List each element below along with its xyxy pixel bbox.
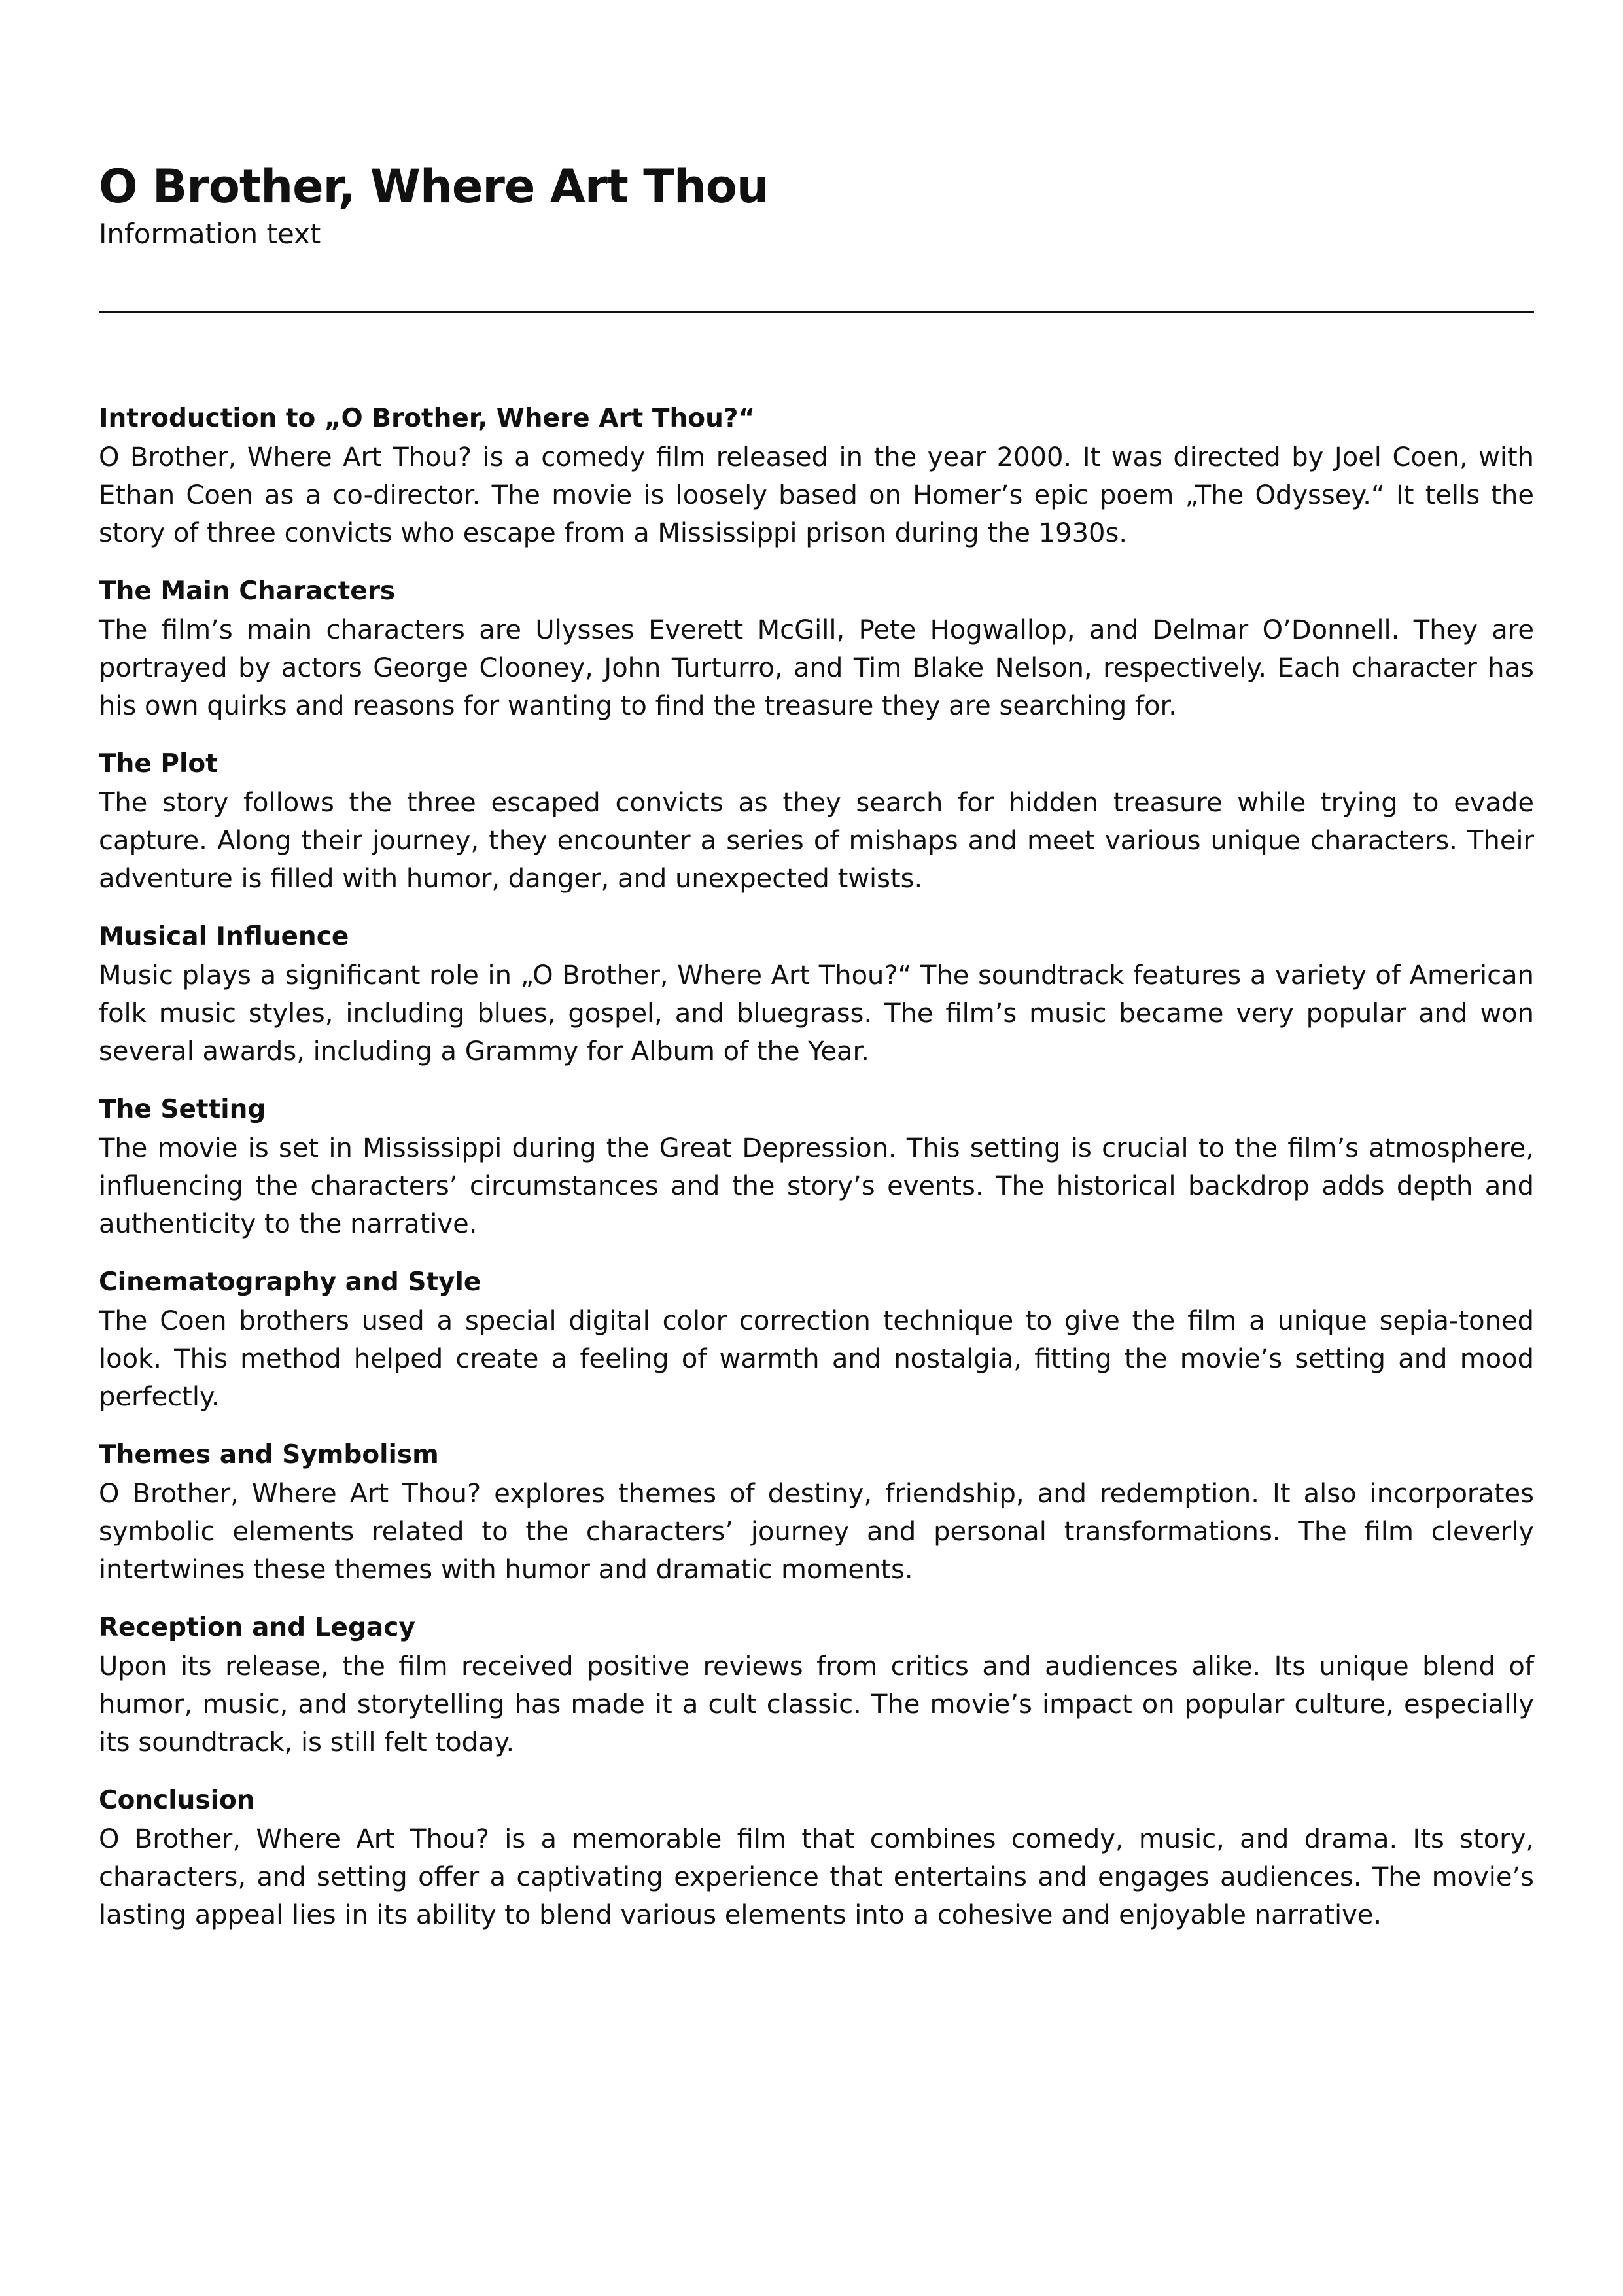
document-page: [99, 157, 1534, 1930]
section-reception: [99, 1608, 1534, 1761]
section-heading: The Main Characters: [99, 576, 396, 606]
section-heading: Introduction to „O Brother, Where Art Thou?“: [99, 404, 756, 433]
section-paragraph: Music plays a significant role in „O Brother, Where Art Thou?“ The soundtrack features a variety of American folk music styles, including blues, gospel, and bluegrass. The film’s music became very popular and won several awards, including a Grammy for Album of the Year.: [99, 961, 1534, 1067]
section-paragraph: The story follows the three escaped convicts as they search for hidden treasure while trying to evade capture. Along their journey, they encounter a series of mishaps and meet various unique characters. Their adventure is filled with humor, danger, and unexpected twists.: [99, 788, 1534, 894]
section-themes: [99, 1436, 1534, 1589]
section-setting: [99, 1090, 1534, 1243]
document-title: O Brother, Where Art Thou: [99, 160, 769, 213]
section-heading: Musical Influence: [99, 922, 349, 951]
section-paragraph: O Brother, Where Art Thou? is a memorable film that combines comedy, music, and drama. Its story, characters, and setting offer a captivating experience that entertains and engages audiences. The movie’s lasting appeal lies in its ability to blend various elements into a cohesive and enjoyable narrative.: [99, 1824, 1534, 1930]
section-introduction: [99, 399, 1534, 552]
section-heading: The Plot: [99, 749, 218, 779]
section-paragraph: The movie is set in Mississippi during the Great Depression. This setting is crucial to the film’s atmosphere, influencing the characters’ circumstances and the story’s events. The historical backdrop adds depth and authenticity to the narrative.: [99, 1133, 1534, 1239]
section-paragraph: Upon its release, the film received positive reviews from critics and audiences alike. Its unique blend of humor, music, and storytelling has made it a cult classic. The movie’s impact on popular culture, especially its soundtrack, is still felt today.: [99, 1651, 1534, 1757]
section-heading: Reception and Legacy: [99, 1613, 415, 1642]
section-plot: [99, 745, 1534, 898]
section-heading: Themes and Symbolism: [99, 1440, 439, 1470]
section-conclusion: [99, 1781, 1534, 1934]
section-heading: Cinematography and Style: [99, 1267, 481, 1297]
section-paragraph: O Brother, Where Art Thou? is a comedy film released in the year 2000. It was directed by Joel Coen, with Ethan Coen as a co-director. The movie is loosely based on Homer’s epic poem „The Odyssey.“ It tells the story of three convicts who escape from a Mississippi prison during the 1930s.: [99, 442, 1534, 548]
section-cinematography: [99, 1263, 1534, 1416]
section-heading: Conclusion: [99, 1786, 255, 1815]
section-paragraph: The Coen brothers used a special digital color correction technique to give the film a unique sepia-toned look. This method helped create a feeling of warmth and nostalgia, fitting the movie’s setting and mood perfectly.: [99, 1306, 1534, 1412]
section-musical-influence: [99, 917, 1534, 1070]
document-subtitle: Information text: [99, 218, 321, 250]
header-divider: [99, 311, 1534, 313]
section-main-characters: [99, 572, 1534, 725]
section-paragraph: The film’s main characters are Ulysses Everett McGill, Pete Hogwallop, and Delmar O’Donnell. They are portrayed by actors George Clooney, John Turturro, and Tim Blake Nelson, respectively. Each character has his own quirks and reasons for wanting to find the treasure they are searching for.: [99, 615, 1534, 721]
section-paragraph: O Brother, Where Art Thou? explores themes of destiny, friendship, and redemption. It also incorporates symbolic elements related to the characters’ journey and personal transformations. The film cleverly intertwines these themes with humor and dramatic moments.: [99, 1479, 1534, 1585]
document-body: [99, 399, 1534, 1954]
section-heading: The Setting: [99, 1095, 266, 1124]
